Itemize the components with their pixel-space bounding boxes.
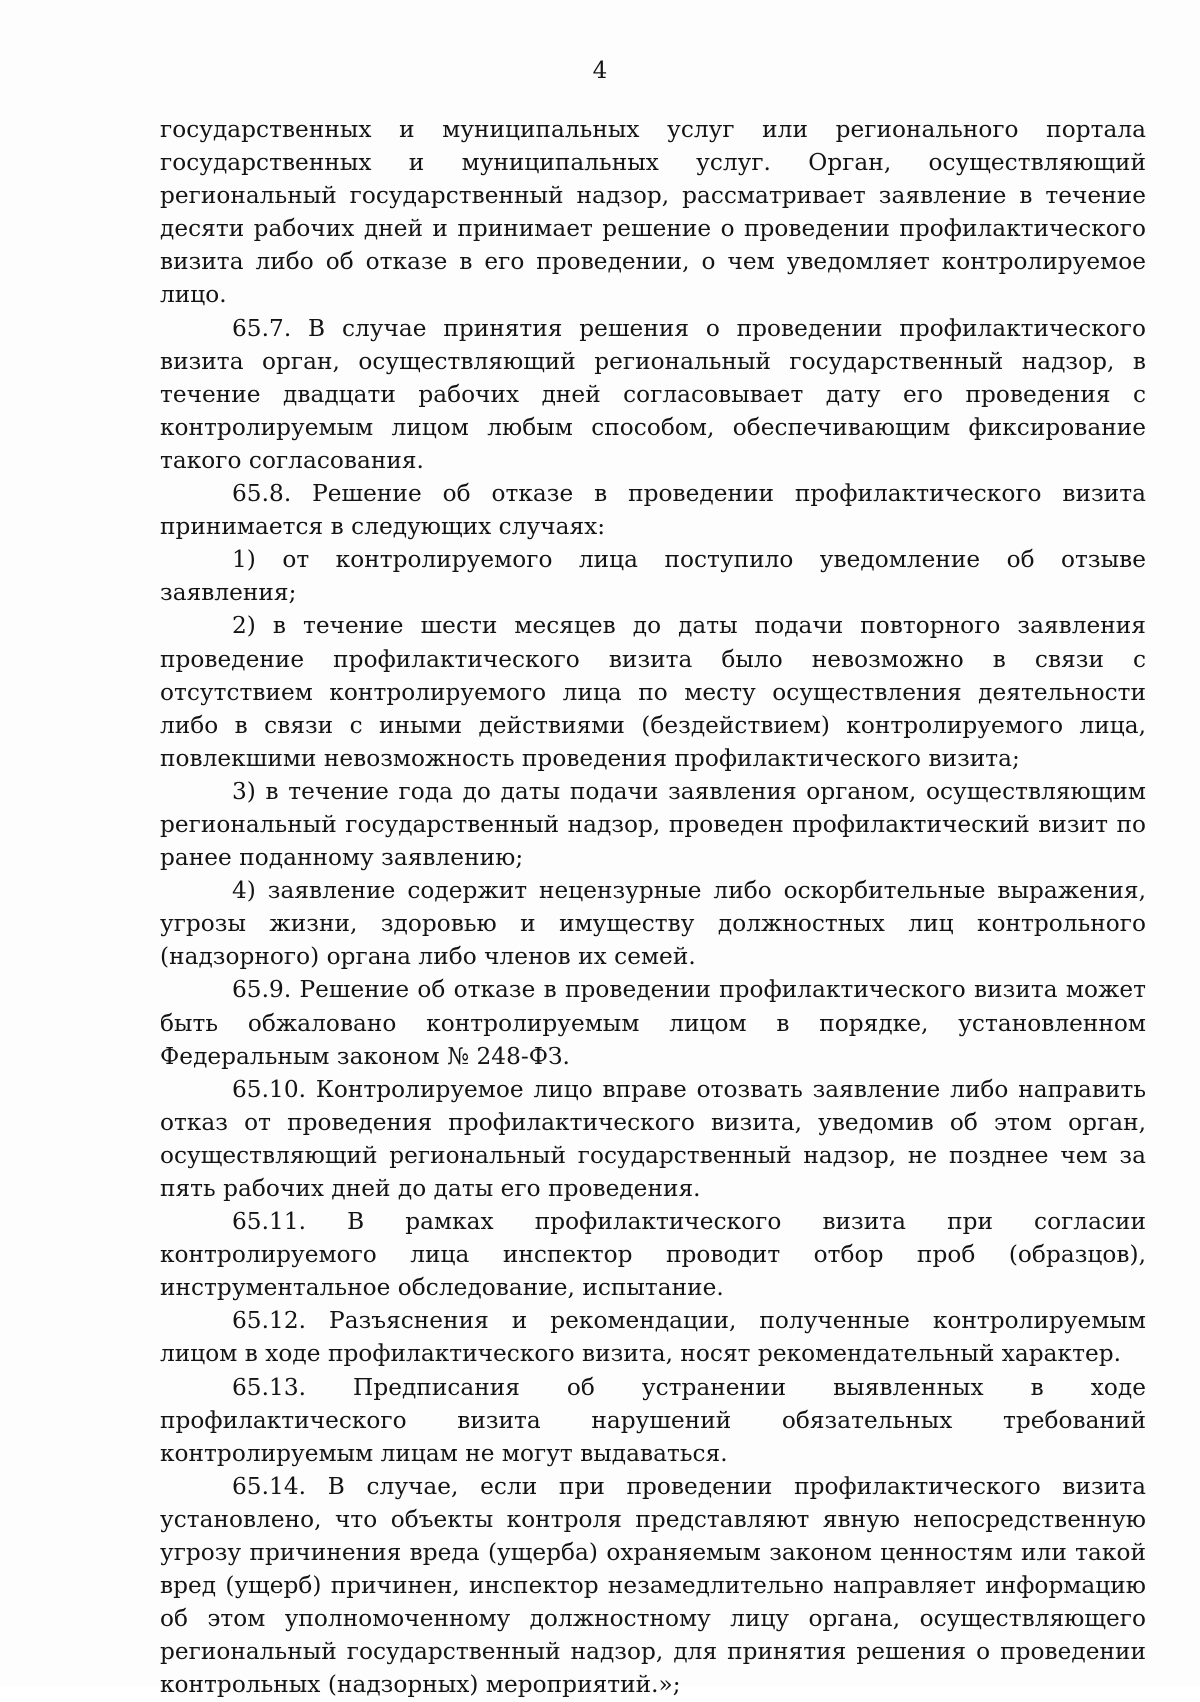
list-item-1: 1) от контролируемого лица поступило уведомление об отзыве заявления; [160,546,1146,607]
paragraph-65-8: 65.8. Решение об отказе в проведении профилактического визита принимается в следующих случаях: [160,480,1146,541]
list-item-4: 4) заявление содержит нецензурные либо оскорбительные выражения, угрозы жизни, здоровью и имуществу должностных лиц контрольного (надзорного) органа либо членов их семей. [160,877,1146,971]
document-body [160,113,1146,1702]
paragraph-65-11: 65.11. В рамках профилактического визита при согласии контролируемого лица инспектор проводит отбор проб (образцов), инструментальное обследование, испытание. [160,1208,1146,1302]
paragraph-65-14: 65.14. В случае, если при проведении профилактического визита установлено, что объекты контроля представляют явную непосредственную угрозу причинения вреда (ущерба) охраняемым законом ценностям или такой вред (ущерб) причинен, инспектор незамедлительно направляет информацию об этом уполномоченному должностному лицу органа, осуществляющего региональный государственный надзор, для принятия решения о проведении контрольных (надзорных) мероприятий.»; [160,1472,1146,1699]
paragraph-65-10: 65.10. Контролируемое лицо вправе отозвать заявление либо направить отказ от проведения профилактического визита, уведомив об этом орган, осуществляющий региональный государственный надзор, не позднее чем за пять рабочих дней до даты его проведения. [160,1075,1146,1202]
paragraph-65-13: 65.13. Предписания об устранении выявленных в ходе профилактического визита нарушений обязательных требований контролируемым лицам не могут выдаваться. [160,1373,1146,1467]
list-item-3: 3) в течение года до даты подачи заявления органом, осуществляющим региональный государственный надзор, проведен профилактический визит по ранее поданному заявлению; [160,777,1146,872]
paragraph-continuation: государственных и муниципальных услуг или регионального портала государственных и муниципальных услуг. Орган, осуществляющий региональный государственный надзор, рассматривает заявление в течение десяти рабочих дней и принимает решение о проведении профилактического визита либо об отказе в его проведении, о чем уведомляет контролируемое лицо. [160,116,1146,309]
list-item-2: 2) в течение шести месяцев до даты подачи повторного заявления проведение профилактического визита было невозможно в связи с отсутствием контролируемого лица по месту осуществления деятельности либо в связи с иными действиями (бездействием) контролируемого лица, повлекшими невозможность проведения профилактического визита; [160,612,1146,772]
paragraph-65-7: 65.7. В случае принятия решения о проведении профилактического визита орган, осуществляющий региональный государственный надзор, в течение двадцати рабочих дней согласовывает дату его проведения с контролируемым лицом любым способом, обеспечивающим фиксирование такого согласования. [160,314,1146,474]
page-number: 4 [592,58,608,84]
paragraph-65-12: 65.12. Разъяснения и рекомендации, полученные контролируемым лицом в ходе профилактического визита, носят рекомендательный характер. [160,1307,1146,1368]
paragraph-65-9: 65.9. Решение об отказе в проведении профилактического визита может быть обжаловано контролируемым лицом в порядке, установленном Федеральным законом № 248-ФЗ. [160,976,1146,1070]
